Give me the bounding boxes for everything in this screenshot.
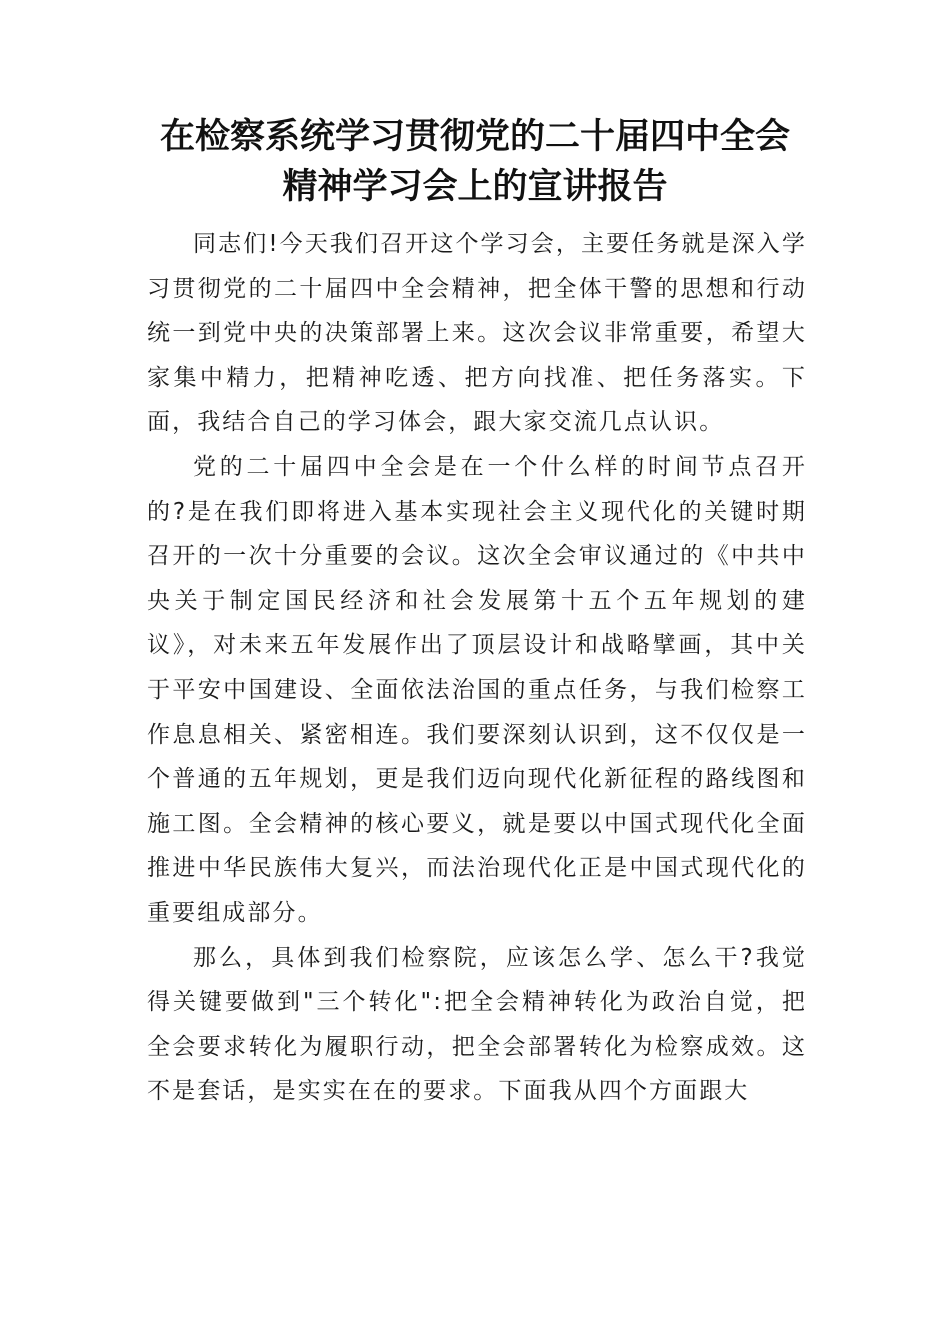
paragraph-2: 党的二十届四中全会是在一个什么样的时间节点召开的?是在我们即将进入基本实现社会主义现代化的关键时期召开的一次十分重要的会议。这次全会审议通过的《中共中央关于制定国民经济和社会发展第十五个五年规划的建议》，对未来五年发展作出了顶层设计和战略擘画，其中关于平安中国建设、全面依法治国的重点任务，与我们检察工作息息相关、紧密相连。我们要深刻认识到，这不仅仅是一个普通的五年规划，更是我们迈向现代化新征程的路线图和施工图。全会精神的核心要义，就是要以中国式现代化全面推进中华民族伟大复兴，而法治现代化正是中国式现代化的重要组成部分。 [147,453,807,926]
paragraph-3: 那么，具体到我们检察院，应该怎么学、怎么干?我觉得关键要做到"三个转化":把全会精神转化为政治自觉，把全会要求转化为履职行动，把全会部署转化为检察成效。这不是套话，是实实在在的要求。下面我从四个方面跟大 [147,944,807,1105]
document-title [130,112,820,212]
title-line-2: 精神学习会上的宣讲报告 [282,166,668,207]
title-line-1: 在检察系统学习贯彻党的二十届四中全会 [159,116,790,157]
paragraph-1: 同志们!今天我们召开这个学习会，主要任务就是深入学习贯彻党的二十届四中全会精神，把全体干警的思想和行动统一到党中央的决策部署上来。这次会议非常重要，希望大家集中精力，把精神吃透、把方向找准、把任务落实。下面，我结合自己的学习体会，跟大家交流几点认识。 [147,231,807,436]
document-body [147,222,807,1114]
